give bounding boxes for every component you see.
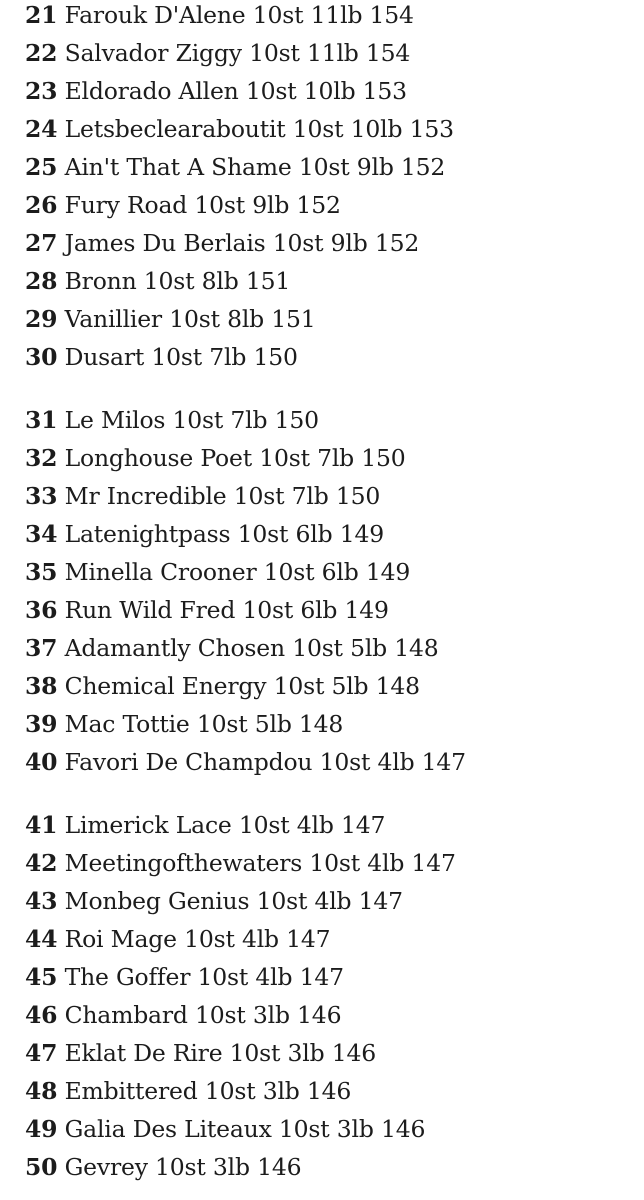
entry-text: Le Milos 10st 7lb 150 <box>64 406 319 434</box>
list-item <box>25 405 635 443</box>
entry-number: 32 <box>25 444 58 472</box>
list-item <box>25 810 635 848</box>
entry-text: Meetingofthewaters 10st 4lb 147 <box>64 849 456 877</box>
list-item <box>25 671 635 709</box>
entry-number: 28 <box>25 267 58 295</box>
list-item <box>25 962 635 1000</box>
list-item <box>25 886 635 924</box>
entry-text: Latenightpass 10st 6lb 149 <box>64 520 384 548</box>
entry-number: 40 <box>25 748 58 776</box>
entry-text: Mr Incredible 10st 7lb 150 <box>64 482 381 510</box>
list-group <box>25 810 635 1190</box>
entry-text: Vanillier 10st 8lb 151 <box>64 305 316 333</box>
list-item <box>25 481 635 519</box>
entry-text: Monbeg Genius 10st 4lb 147 <box>64 887 403 915</box>
list-item <box>25 228 635 266</box>
entry-number: 47 <box>25 1039 58 1067</box>
entry-number: 30 <box>25 343 58 371</box>
entry-number: 50 <box>25 1153 58 1181</box>
entry-number: 23 <box>25 77 58 105</box>
entry-text: Fury Road 10st 9lb 152 <box>64 191 341 219</box>
list-item <box>25 595 635 633</box>
entry-text: Gevrey 10st 3lb 146 <box>64 1153 302 1181</box>
entry-text: Adamantly Chosen 10st 5lb 148 <box>64 634 439 662</box>
list-item <box>25 266 635 304</box>
entry-text: Chambard 10st 3lb 146 <box>64 1001 342 1029</box>
entry-text: Eklat De Rire 10st 3lb 146 <box>64 1039 376 1067</box>
entry-number: 25 <box>25 153 58 181</box>
list-item <box>25 1000 635 1038</box>
list-item <box>25 747 635 785</box>
entry-text: Run Wild Fred 10st 6lb 149 <box>64 596 389 624</box>
list-item <box>25 709 635 747</box>
list-item <box>25 443 635 481</box>
entry-text: Minella Crooner 10st 6lb 149 <box>64 558 411 586</box>
entry-number: 34 <box>25 520 58 548</box>
list-item <box>25 190 635 228</box>
entry-number: 33 <box>25 482 58 510</box>
entry-text: Ain't That A Shame 10st 9lb 152 <box>64 153 446 181</box>
entry-text: Eldorado Allen 10st 10lb 153 <box>64 77 407 105</box>
entry-number: 29 <box>25 305 58 333</box>
entry-number: 49 <box>25 1115 58 1143</box>
entry-number: 39 <box>25 710 58 738</box>
entry-number: 36 <box>25 596 58 624</box>
entry-text: The Goffer 10st 4lb 147 <box>64 963 344 991</box>
entry-number: 22 <box>25 39 58 67</box>
entry-number: 45 <box>25 963 58 991</box>
list-item <box>25 633 635 671</box>
list-group <box>25 0 635 380</box>
entry-text: Longhouse Poet 10st 7lb 150 <box>64 444 406 472</box>
list-item <box>25 152 635 190</box>
weights-list <box>25 0 635 1190</box>
list-item <box>25 557 635 595</box>
entry-text: Roi Mage 10st 4lb 147 <box>64 925 331 953</box>
entry-number: 44 <box>25 925 58 953</box>
list-item <box>25 76 635 114</box>
entry-text: Bronn 10st 8lb 151 <box>64 267 291 295</box>
list-item <box>25 342 635 380</box>
entry-text: Limerick Lace 10st 4lb 147 <box>64 811 386 839</box>
list-item <box>25 1114 635 1152</box>
entry-text: Chemical Energy 10st 5lb 148 <box>64 672 420 700</box>
list-item <box>25 924 635 962</box>
entry-text: Galia Des Liteaux 10st 3lb 146 <box>64 1115 426 1143</box>
list-item <box>25 114 635 152</box>
list-item <box>25 1152 635 1190</box>
entry-number: 27 <box>25 229 58 257</box>
list-item <box>25 519 635 557</box>
entry-number: 26 <box>25 191 58 219</box>
entry-number: 46 <box>25 1001 58 1029</box>
entry-number: 21 <box>25 1 58 29</box>
list-item <box>25 848 635 886</box>
entry-number: 37 <box>25 634 58 662</box>
list-item <box>25 38 635 76</box>
entry-number: 35 <box>25 558 58 586</box>
list-item <box>25 1038 635 1076</box>
entry-text: James Du Berlais 10st 9lb 152 <box>64 229 420 257</box>
entry-text: Dusart 10st 7lb 150 <box>64 343 298 371</box>
entry-number: 48 <box>25 1077 58 1105</box>
entry-text: Favori De Champdou 10st 4lb 147 <box>64 748 466 776</box>
list-group <box>25 405 635 785</box>
entry-number: 24 <box>25 115 58 143</box>
entry-number: 38 <box>25 672 58 700</box>
list-item <box>25 1076 635 1114</box>
list-item <box>25 304 635 342</box>
entry-number: 41 <box>25 811 58 839</box>
entry-number: 43 <box>25 887 58 915</box>
entry-text: Letsbeclearaboutit 10st 10lb 153 <box>64 115 454 143</box>
entry-text: Farouk D'Alene 10st 11lb 154 <box>64 1 414 29</box>
entry-number: 42 <box>25 849 58 877</box>
entry-text: Embittered 10st 3lb 146 <box>64 1077 352 1105</box>
list-item <box>25 0 635 38</box>
entry-text: Mac Tottie 10st 5lb 148 <box>64 710 344 738</box>
entry-text: Salvador Ziggy 10st 11lb 154 <box>64 39 411 67</box>
entry-number: 31 <box>25 406 58 434</box>
